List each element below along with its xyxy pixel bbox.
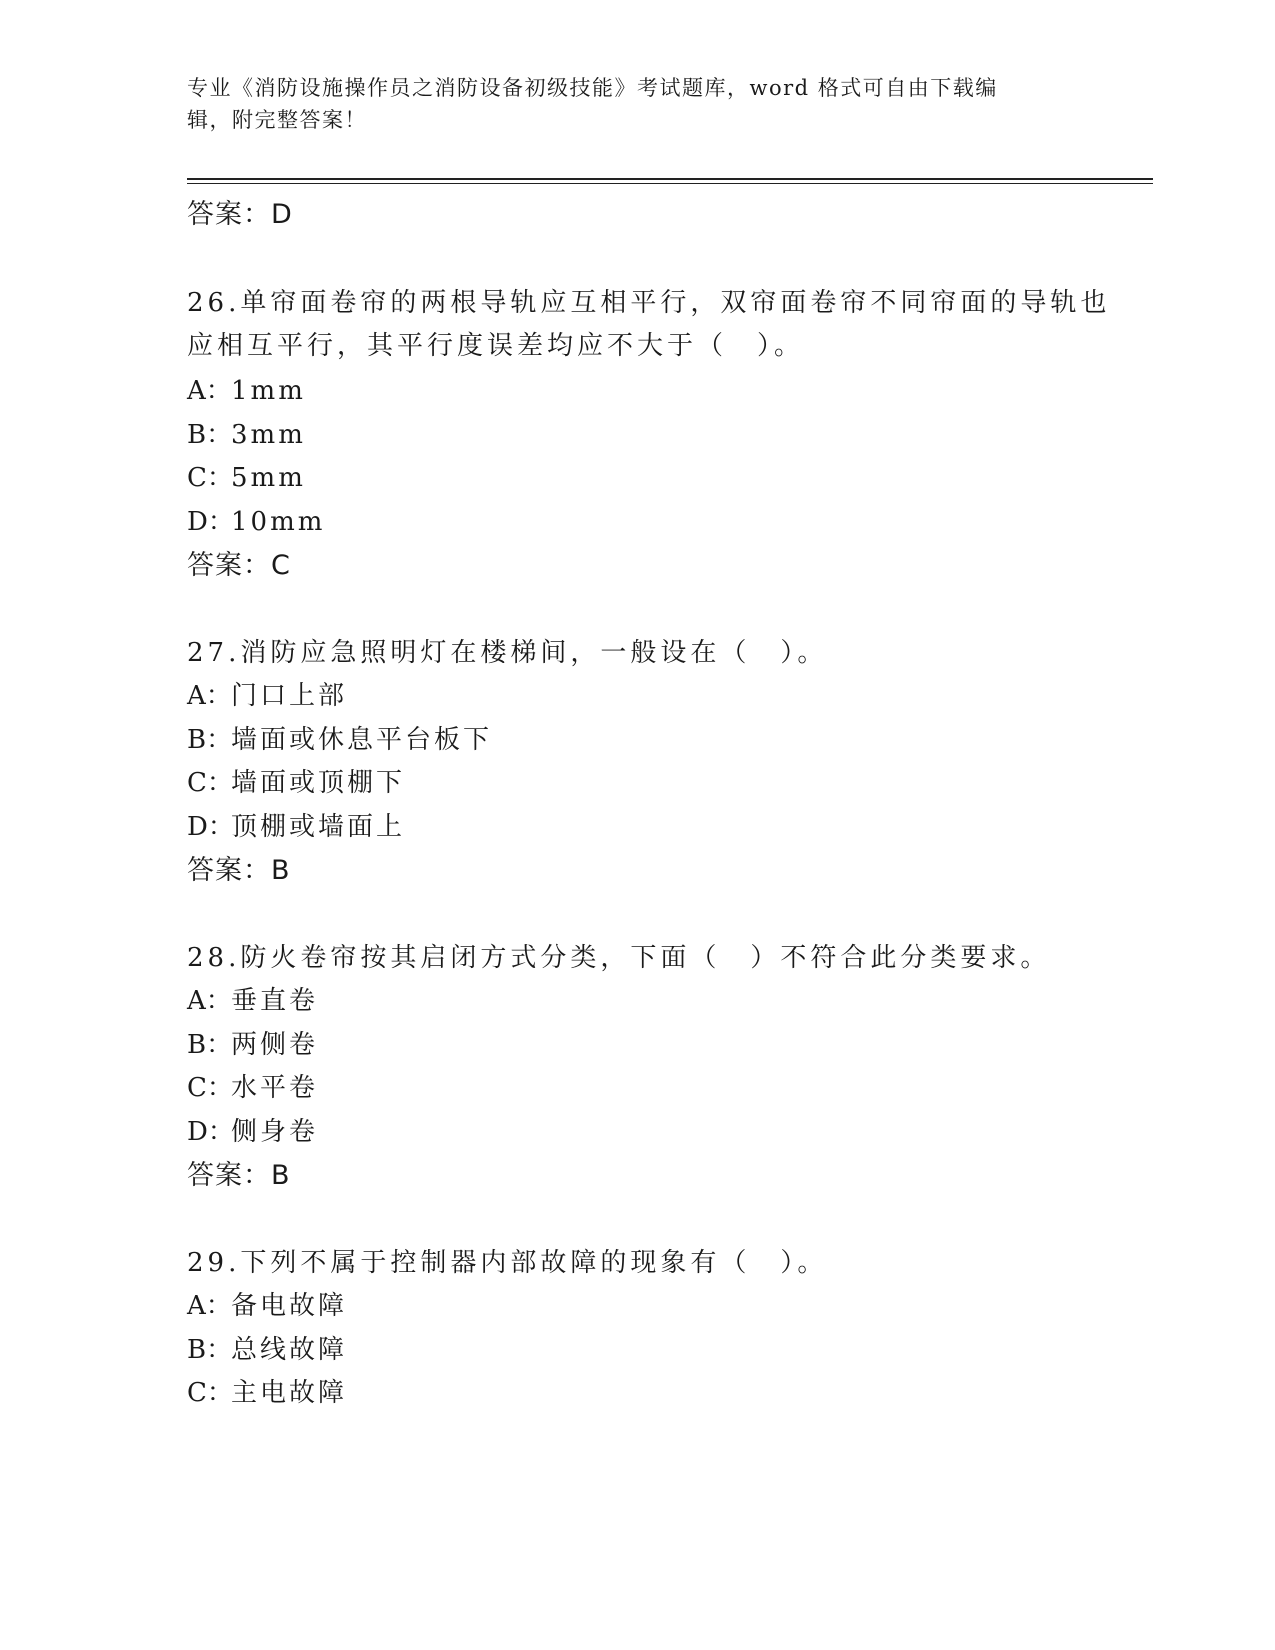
- question-28-option-a: A：垂直卷: [187, 986, 319, 1016]
- header-divider-thick: [187, 178, 1153, 180]
- question-28-line-1: 28.防火卷帘按其启闭方式分类，下面（ ）不符合此分类要求。: [187, 943, 1051, 973]
- question-29-option-b: B：总线故障: [187, 1335, 348, 1365]
- question-29-line-1: 29.下列不属于控制器内部故障的现象有（ ）。: [187, 1248, 828, 1278]
- question-26-option-a: A：1mm: [187, 376, 306, 406]
- question-26-option-c: C：5mm: [187, 463, 306, 493]
- question-26-line-1: 26.单帘面卷帘的两根导轨应互相平行，双帘面卷帘不同帘面的导轨也: [187, 288, 1111, 318]
- question-26-line-2: 应相互平行，其平行度误差均应不大于（ ）。: [187, 331, 805, 361]
- header-divider-thin: [187, 183, 1153, 184]
- question-28-option-c: C：水平卷: [187, 1073, 319, 1103]
- question-28-option-d: D：侧身卷: [187, 1117, 319, 1147]
- question-27-option-a: A：门口上部: [187, 681, 348, 711]
- question-29-option-c: C：主电故障: [187, 1378, 348, 1408]
- question-27-line-1: 27.消防应急照明灯在楼梯间，一般设在（ ）。: [187, 638, 828, 668]
- document-header: [187, 72, 1067, 136]
- question-27-option-d: D：顶棚或墙面上: [187, 812, 406, 842]
- question-27-answer: 答案：B: [187, 855, 291, 886]
- question-28-option-b: B：两侧卷: [187, 1030, 319, 1060]
- question-27-option-b: B：墙面或休息平台板下: [187, 725, 493, 755]
- question-27-option-c: C：墙面或顶棚下: [187, 768, 406, 798]
- question-26-answer: 答案：C: [187, 550, 291, 581]
- header-line-2: 辑，附完整答案！: [187, 108, 367, 132]
- header-line-1: 专业《消防设施操作员之消防设备初级技能》考试题库，word 格式可自由下载编: [187, 76, 998, 100]
- question-28-answer: 答案：B: [187, 1160, 291, 1191]
- question-26-option-b: B：3mm: [187, 420, 306, 450]
- question-26-option-d: D：10mm: [187, 507, 326, 537]
- answer-previous: 答案：D: [187, 199, 293, 230]
- question-29-option-a: A：备电故障: [187, 1291, 348, 1321]
